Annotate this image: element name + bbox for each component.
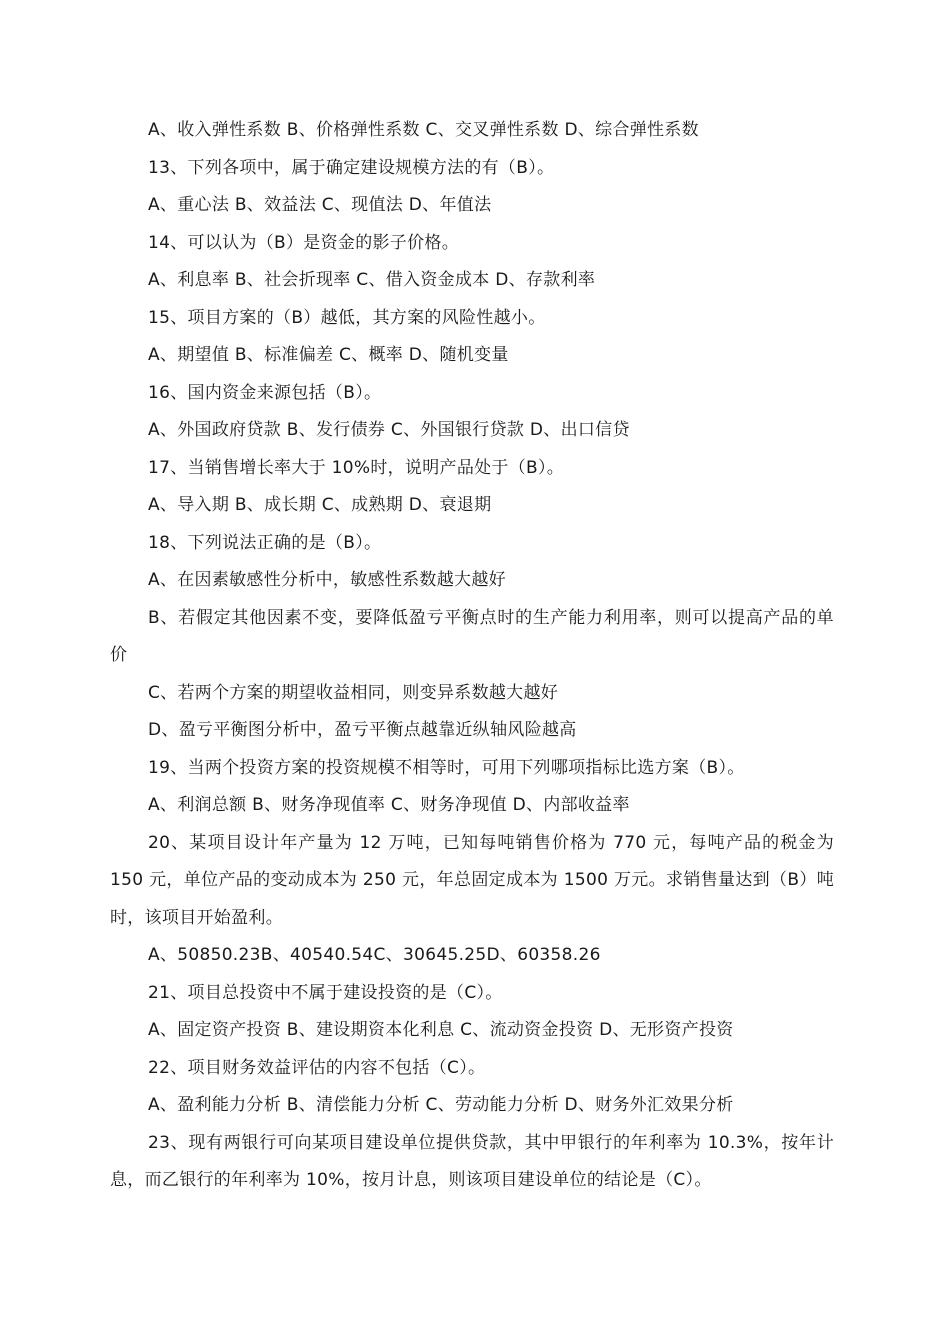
question-22: 22、项目财务效益评估的内容不包括（C）。: [148, 1057, 486, 1078]
option-a: A、在因素敏感性分析中，敏感性系数越大越好: [148, 570, 506, 590]
option-line: A、收入弹性系数 B、价格弹性系数 C、交叉弹性系数 D、综合弹性系数: [148, 120, 699, 140]
option-line: A、盈利能力分析 B、清偿能力分析 C、劳动能力分析 D、财务外汇效果分析: [148, 1095, 734, 1115]
question-16: 16、国内资金来源包括（B）。: [148, 382, 382, 403]
document-body: [110, 112, 834, 1200]
option-line: A、外国政府贷款 B、发行债券 C、外国银行贷款 D、出口信贷: [148, 420, 630, 440]
option-line: A、利息率 B、社会折现率 C、借入资金成本 D、存款利率: [148, 270, 596, 290]
option-d: D、盈亏平衡图分析中，盈亏平衡点越靠近纵轴风险越高: [148, 720, 577, 740]
question-17: 17、当销售增长率大于 10%时，说明产品处于（B）。: [148, 457, 565, 478]
option-line: A、固定资产投资 B、建设期资本化利息 C、流动资金投资 D、无形资产投资: [148, 1020, 734, 1040]
option-line: A、50850.23B、40540.54C、30645.25D、60358.26: [148, 945, 601, 965]
option-line: A、利润总额 B、财务净现值率 C、财务净现值 D、内部收益率: [148, 795, 630, 815]
option-line: A、期望值 B、标准偏差 C、概率 D、随机变量: [148, 345, 509, 365]
question-13: 13、下列各项中，属于确定建设规模方法的有（B）。: [148, 157, 555, 178]
question-19: 19、当两个投资方案的投资规模不相等时，可用下列哪项指标比选方案（B）。: [148, 757, 745, 778]
option-line: A、重心法 B、效益法 C、现值法 D、年值法: [148, 195, 492, 215]
question-21: 21、项目总投资中不属于建设投资的是（C）。: [148, 982, 503, 1003]
question-23: 23、现有两银行可向某项目建设单位提供贷款，其中甲银行的年利率为 10.3%，按年计息，而乙银行的年利率为 10%，按月计息，则该项目建设单位的结论是（C）。: [110, 1132, 834, 1190]
option-b: B、若假定其他因素不变，要降低盈亏平衡点时的生产能力利用率，则可以提高产品的单价: [110, 607, 834, 665]
question-20: 20、某项目设计年产量为 12 万吨，已知每吨销售价格为 770 元，每吨产品的税金为 150 元，单位产品的变动成本为 250 元，年总固定成本为 1500 万元。求销售量达到（B）吨时，该项目开始盈利。: [110, 832, 834, 928]
question-15: 15、项目方案的（B）越低，其方案的风险性越小。: [148, 307, 546, 328]
question-14: 14、可以认为（B）是资金的影子价格。: [148, 232, 459, 253]
option-c: C、若两个方案的期望收益相同，则变异系数越大越好: [148, 682, 559, 703]
question-18: 18、下列说法正确的是（B）。: [148, 532, 382, 553]
option-line: A、导入期 B、成长期 C、成熟期 D、衰退期: [148, 495, 492, 515]
